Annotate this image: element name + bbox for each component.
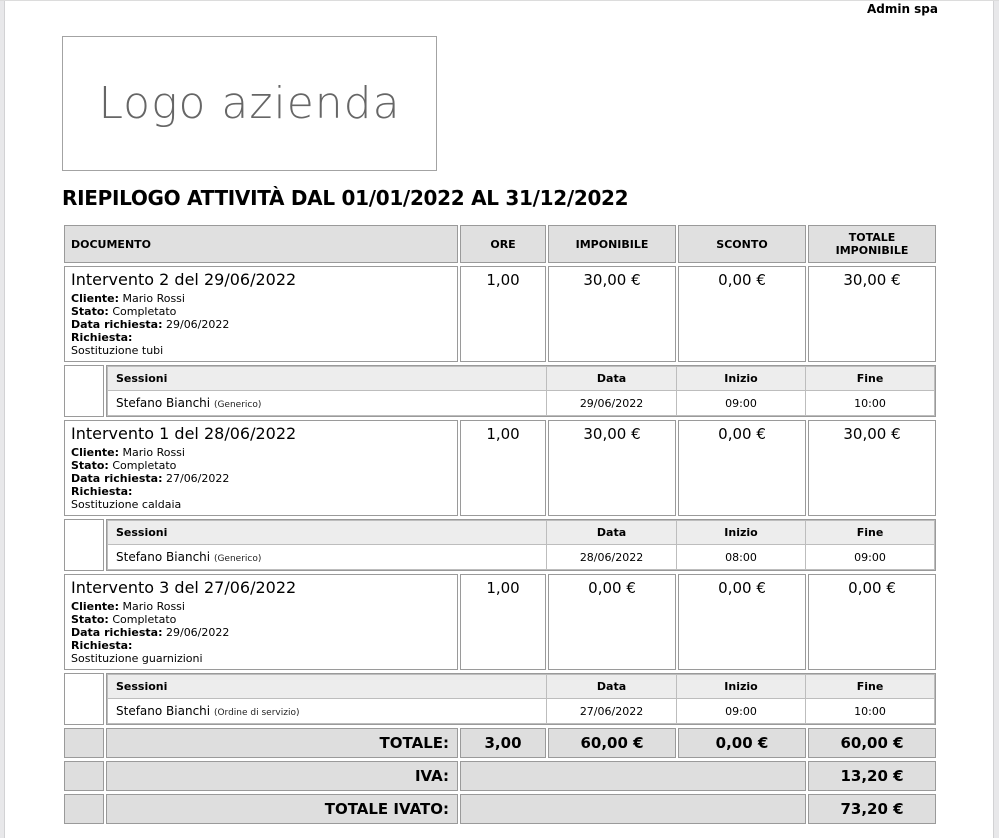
ore-cell: 1,00 [460, 574, 546, 670]
totale-ivato-empty-cell [460, 794, 806, 824]
sconto-cell: 0,00 € [678, 574, 806, 670]
session-col-sessioni: Sessioni [108, 675, 547, 699]
session-row [108, 391, 935, 416]
ore-cell: 1,00 [460, 420, 546, 516]
company-name: Admin spa [866, 2, 938, 16]
session-date: 27/06/2022 [547, 699, 677, 724]
session-end: 10:00 [806, 699, 935, 724]
activity-table [62, 222, 938, 827]
field-data-richiesta: Data richiesta: 27/06/2022 [71, 472, 230, 485]
indent-cell [64, 728, 104, 758]
session-start: 09:00 [677, 699, 806, 724]
intervento-title: Intervento 1 del 28/06/2022 [71, 424, 297, 443]
totale-row [64, 728, 936, 758]
session-col-sessioni: Sessioni [108, 367, 547, 391]
intervento-row [64, 420, 936, 516]
intervento-title: Intervento 2 del 29/06/2022 [71, 270, 297, 289]
col-header-documento: DOCUMENTO [64, 225, 458, 263]
page-right-edge [993, 0, 999, 838]
totale-imponibile-cell: 0,00 € [808, 574, 936, 670]
page-left-edge [0, 0, 5, 838]
request-text: Sostituzione guarnizioni [71, 652, 203, 665]
indent-cell [64, 519, 104, 571]
totale-ivato-row [64, 794, 936, 824]
col-header-imponibile: IMPONIBILE [548, 225, 676, 263]
session-date: 29/06/2022 [547, 391, 677, 416]
indent-cell [64, 673, 104, 725]
sessions-cell [106, 673, 936, 725]
ore-cell: 1,00 [460, 266, 546, 362]
field-data-richiesta: Data richiesta: 29/06/2022 [71, 626, 230, 639]
report-body [62, 0, 938, 827]
iva-empty-cell [460, 761, 806, 791]
totale-imponibile-cell: 30,00 € [808, 266, 936, 362]
session-end: 10:00 [806, 391, 935, 416]
sessions-table [107, 520, 935, 570]
logo-text: Logo azienda [98, 78, 401, 129]
totale-ore: 3,00 [460, 728, 546, 758]
sessions-row [64, 519, 936, 571]
session-col-sessioni: Sessioni [108, 521, 547, 545]
iva-value: 13,20 € [808, 761, 936, 791]
session-date: 28/06/2022 [547, 545, 677, 570]
session-type: (Generico) [213, 554, 262, 564]
sessions-row [64, 673, 936, 725]
imponibile-cell: 30,00 € [548, 266, 676, 362]
field-cliente: Cliente: Mario Rossi [71, 600, 185, 613]
session-col-inizio: Inizio [677, 675, 806, 699]
sconto-cell: 0,00 € [678, 266, 806, 362]
session-col-fine: Fine [806, 367, 935, 391]
session-col-inizio: Inizio [677, 367, 806, 391]
session-col-inizio: Inizio [677, 521, 806, 545]
session-operator: Stefano Bianchi (Generico) [108, 391, 547, 416]
session-end: 09:00 [806, 545, 935, 570]
session-operator: Stefano Bianchi (Ordine di servizio) [108, 699, 547, 724]
imponibile-cell: 0,00 € [548, 574, 676, 670]
request-text: Sostituzione caldaia [71, 498, 182, 511]
table-header-row [64, 225, 936, 263]
sessions-header-row [108, 367, 935, 391]
col-header-totale-imponibile: TOTALE IMPONIBILE [808, 225, 936, 263]
sessions-header-row [108, 675, 935, 699]
report-title: RIEPILOGO ATTIVITÀ DAL 01/01/2022 AL 31/12/2022 [62, 186, 629, 210]
sessions-row [64, 365, 936, 417]
document-cell [64, 574, 458, 670]
sessions-table [107, 674, 935, 724]
document-cell [64, 266, 458, 362]
totale-imponibile-cell: 30,00 € [808, 420, 936, 516]
imponibile-cell: 30,00 € [548, 420, 676, 516]
session-col-fine: Fine [806, 675, 935, 699]
indent-cell [64, 794, 104, 824]
totale-totale-imponibile: 60,00 € [808, 728, 936, 758]
field-stato: Stato: Completato [71, 459, 177, 472]
session-row [108, 699, 935, 724]
sconto-cell: 0,00 € [678, 420, 806, 516]
indent-cell [64, 761, 104, 791]
logo-box [62, 36, 437, 171]
intervento-title: Intervento 3 del 27/06/2022 [71, 578, 297, 597]
sessions-header-row [108, 521, 935, 545]
field-cliente: Cliente: Mario Rossi [71, 292, 185, 305]
field-data-richiesta: Data richiesta: 29/06/2022 [71, 318, 230, 331]
session-start: 09:00 [677, 391, 806, 416]
sessions-cell [106, 365, 936, 417]
field-richiesta: Richiesta: [71, 639, 133, 652]
totale-label: TOTALE: [106, 728, 458, 758]
session-col-fine: Fine [806, 521, 935, 545]
session-col-data: Data [547, 521, 677, 545]
col-header-ore: ORE [460, 225, 546, 263]
session-col-data: Data [547, 675, 677, 699]
col-header-sconto: SCONTO [678, 225, 806, 263]
session-type: (Generico) [213, 400, 262, 410]
session-type: (Ordine di servizio) [213, 708, 300, 718]
field-cliente: Cliente: Mario Rossi [71, 446, 185, 459]
request-text: Sostituzione tubi [71, 344, 164, 357]
session-col-data: Data [547, 367, 677, 391]
session-row [108, 545, 935, 570]
sessions-cell [106, 519, 936, 571]
field-stato: Stato: Completato [71, 613, 177, 626]
field-richiesta: Richiesta: [71, 331, 133, 344]
iva-row [64, 761, 936, 791]
indent-cell [64, 365, 104, 417]
session-operator: Stefano Bianchi (Generico) [108, 545, 547, 570]
intervento-row [64, 266, 936, 362]
totale-imponibile: 60,00 € [548, 728, 676, 758]
totale-sconto: 0,00 € [678, 728, 806, 758]
session-start: 08:00 [677, 545, 806, 570]
sessions-table [107, 366, 935, 416]
totale-ivato-value: 73,20 € [808, 794, 936, 824]
field-stato: Stato: Completato [71, 305, 177, 318]
field-richiesta: Richiesta: [71, 485, 133, 498]
totale-ivato-label: TOTALE IVATO: [106, 794, 458, 824]
document-cell [64, 420, 458, 516]
iva-label: IVA: [106, 761, 458, 791]
intervento-row [64, 574, 936, 670]
